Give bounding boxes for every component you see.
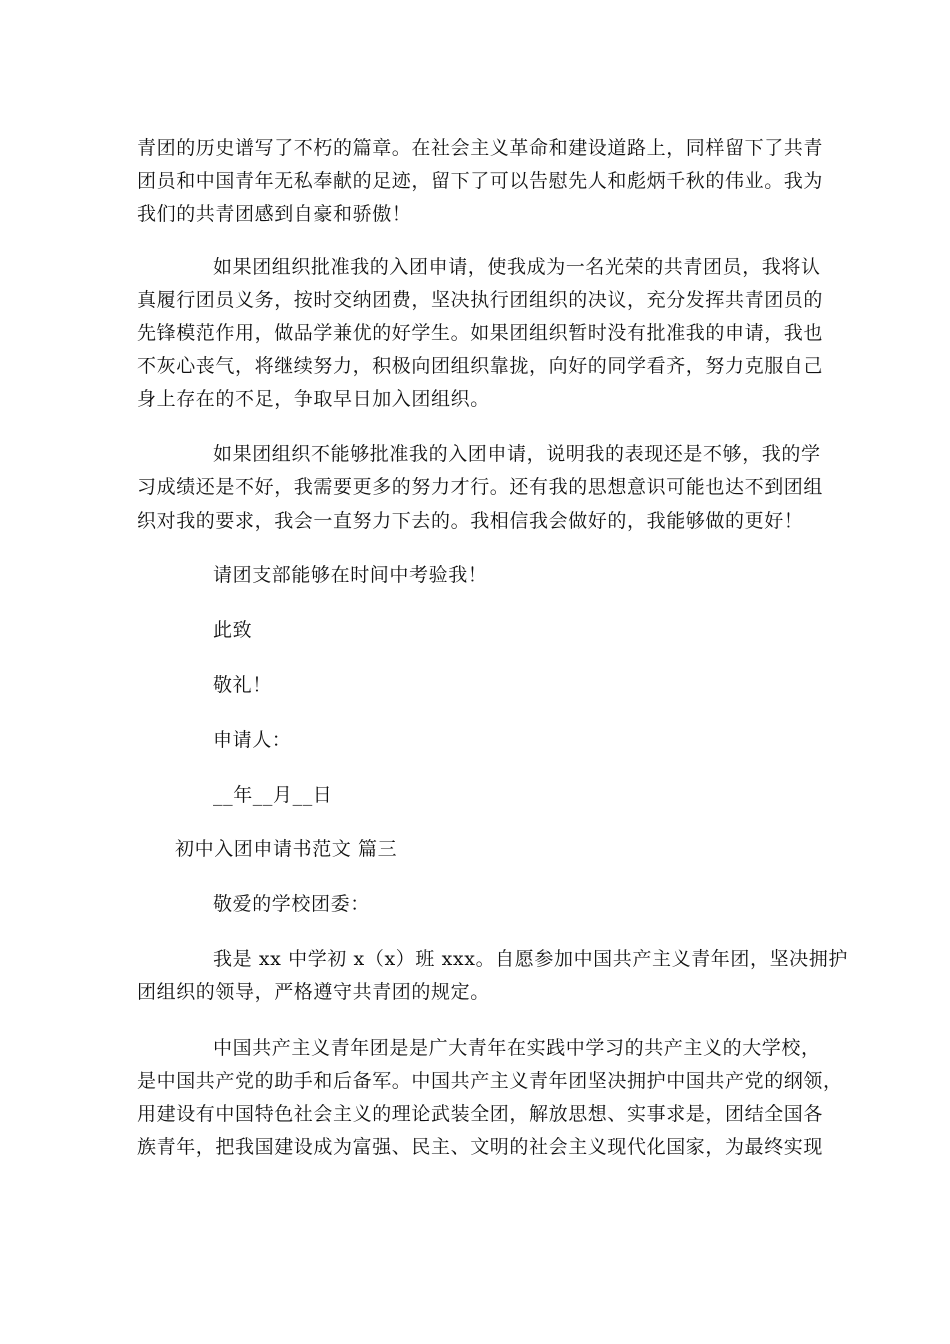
greeting-text: 敬爱的学校团委： bbox=[213, 893, 370, 915]
paragraph-line: 是中国共产党的助手和后备军。中国共产主义青年团坚决拥护中国共产党的纲领， bbox=[137, 1070, 843, 1092]
paragraph-line: 我们的共青团感到自豪和骄傲！ bbox=[137, 203, 412, 225]
date-line: __年__月__日 bbox=[213, 784, 333, 806]
paragraph-line: 用建设有中国特色社会主义的理论武装全团，解放思想、实事求是，团结全国各 bbox=[137, 1103, 824, 1125]
paragraph-line: 如果团组织不能够批准我的入团申请，说明我的表现还是不够，我的学 bbox=[213, 443, 821, 465]
paragraph-line: 团员和中国青年无私奉献的足迹，留下了可以告慰先人和彪炳千秋的伟业。我为 bbox=[137, 170, 824, 192]
paragraph-line: 先锋模范作用，做品学兼优的好学生。如果团组织暂时没有批准我的申请，我也 bbox=[137, 322, 824, 344]
paragraph-line: 青团的历史谱写了不朽的篇章。在社会主义革命和建设道路上，同样留下了共青 bbox=[137, 137, 824, 159]
paragraph-line: 真履行团员义务，按时交纳团费，坚决执行团组织的决议，充分发挥共青团员的 bbox=[137, 289, 824, 311]
paragraph-line: 织对我的要求，我会一直努力下去的。我相信我会做好的，我能够做的更好！ bbox=[137, 510, 804, 532]
paragraph-line: 不灰心丧气，将继续努力，积极向团组织靠拢，向好的同学看齐，努力克服自己 bbox=[137, 355, 824, 377]
section-title: 初中入团申请书范文 篇三 bbox=[175, 838, 398, 860]
paragraph-line: 习成绩还是不好，我需要更多的努力才行。还有我的思想意识可能也达不到团组 bbox=[137, 476, 824, 498]
paragraph-line: 身上存在的不足，争取早日加入团组织。 bbox=[137, 388, 490, 410]
applicant-label: 申请人： bbox=[213, 729, 292, 751]
paragraph-line: 请团支部能够在时间中考验我！ bbox=[213, 564, 488, 586]
paragraph-line: 中国共产主义青年团是是广大青年在实践中学习的共产主义的大学校， bbox=[213, 1037, 821, 1059]
salute-text: 敬礼！ bbox=[213, 674, 272, 696]
paragraph-line: 团组织的领导，严格遵守共青团的规定。 bbox=[137, 981, 490, 1003]
closing-text: 此致 bbox=[213, 619, 253, 641]
paragraph-line: 族青年，把我国建设成为富强、民主、文明的社会主义现代化国家，为最终实现 bbox=[137, 1136, 824, 1158]
paragraph-line: 如果团组织批准我的入团申请，使我成为一名光荣的共青团员，我将认 bbox=[213, 256, 821, 278]
paragraph-line: 我是 xx 中学初 x（x）班 xxx。自愿参加中国共产主义青年团，坚决拥护 bbox=[213, 948, 848, 970]
